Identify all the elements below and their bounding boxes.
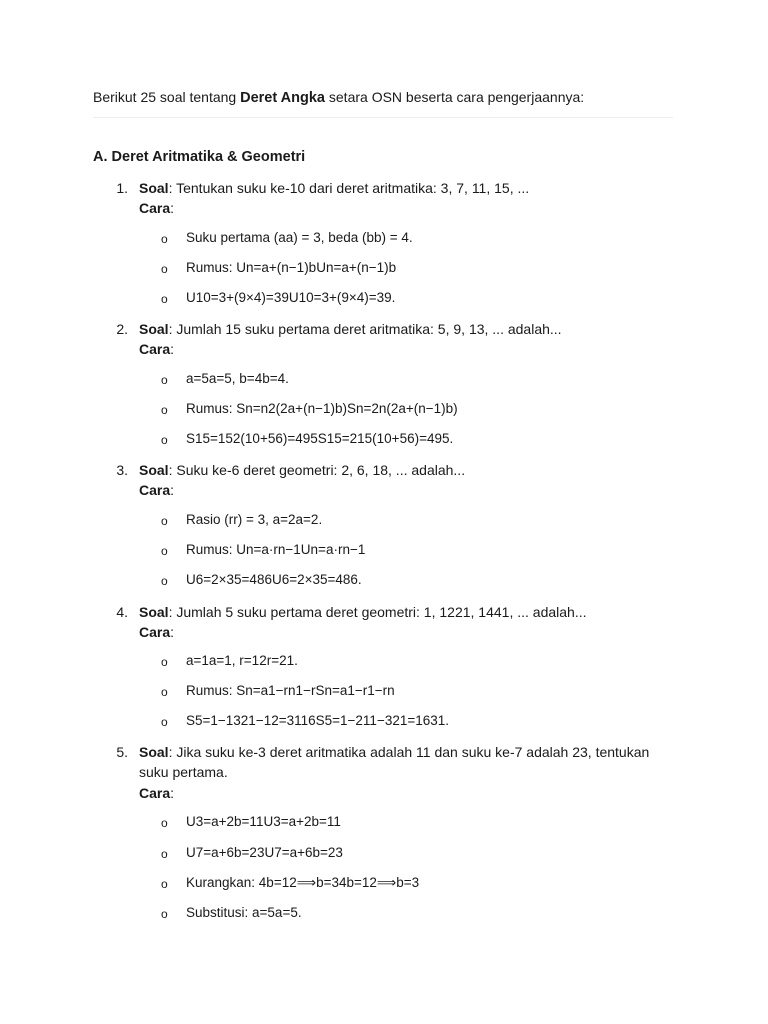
cara-label: Cara [139,341,171,357]
cara-colon: : [170,200,175,216]
cara-colon: : [170,341,175,357]
bullet-marker: o [161,907,168,921]
bullet-marker: o [161,403,168,417]
solution-step: Rumus: Un=a·rn−1Un=a·rn−1 [186,542,366,557]
solution-step: Suku pertama (aa) = 3, beda (bb) = 4. [186,230,413,245]
cara-heading [139,623,174,641]
cara-label: Cara [139,785,171,801]
problem-number: 5. [116,744,128,760]
problem-number: 1. [116,180,128,196]
cara-heading [139,199,174,217]
cara-label: Cara [139,200,171,216]
solution-step: Substitusi: a=5a=5. [186,905,302,920]
solution-step: a=5a=5, b=4b=4. [186,371,289,386]
solution-step: Rumus: Un=a+(n−1)bUn=a+(n−1)b [186,260,397,275]
cara-heading [139,340,174,358]
horizontal-divider [93,117,673,118]
problem-question [139,742,659,782]
problem-question [139,319,659,339]
intro-paragraph [93,88,584,107]
soal-label: Soal [139,604,169,620]
solution-step: U7=a+6b=23U7=a+6b=23 [186,845,343,860]
intro-text-before: Berikut 25 soal tentang [93,89,241,105]
cara-colon: : [170,785,175,801]
soal-label: Soal [139,321,169,337]
bullet-marker: o [161,544,168,558]
cara-heading [139,784,174,802]
solution-step: U3=a+2b=11U3=a+2b=11 [186,814,341,829]
solution-step: S5=1−1321−12=3116S5=1−211−321=1631. [186,713,450,728]
question-text: : Suku ke-6 deret geometri: 2, 6, 18, ... adalah... [168,462,466,478]
solution-step: Rumus: Sn=a1−rn1−rSn=a1−r1−rn [186,683,395,698]
bullet-marker: o [161,715,168,729]
solution-step: U6=2×35=486U6=2×35=486. [186,572,362,587]
solution-step: Kurangkan: 4b=12⟹b=34b=12⟹b=3 [186,875,420,890]
solution-step: U10=3+(9×4)=39U10=3+(9×4)=39. [186,290,396,305]
problem-question [139,602,659,622]
question-text: : Jika suku ke-3 deret aritmatika adalah 11 dan suku ke-7 adalah 23, tentukan suku pertama. [139,744,650,780]
solution-step: S15=152(10+56)=495S15=215(10+56)=495. [186,431,454,446]
cara-label: Cara [139,624,171,640]
bullet-marker: o [161,877,168,891]
bullet-marker: o [161,373,168,387]
bullet-marker: o [161,574,168,588]
solution-step: a=1a=1, r=12r=21. [186,653,298,668]
bullet-marker: o [161,847,168,861]
problem-question [139,178,659,198]
cara-label: Cara [139,482,171,498]
question-text: : Tentukan suku ke-10 dari deret aritmatika: 3, 7, 11, 15, ... [168,180,530,196]
intro-text-after: setara OSN beserta cara pengerjaannya: [325,89,585,105]
problem-question [139,460,659,480]
soal-label: Soal [139,180,169,196]
soal-label: Soal [139,462,169,478]
bullet-marker: o [161,262,168,276]
question-text: : Jumlah 5 suku pertama deret geometri: 1, 1221, 1441, ... adalah... [168,604,587,620]
section-heading: A. Deret Aritmatika & Geometri [93,149,306,165]
bullet-marker: o [161,655,168,669]
bullet-marker: o [161,232,168,246]
bullet-marker: o [161,816,168,830]
bullet-marker: o [161,433,168,447]
question-text: : Jumlah 15 suku pertama deret aritmatika: 5, 9, 13, ... adalah... [168,321,562,337]
soal-label: Soal [139,744,169,760]
bullet-marker: o [161,514,168,528]
cara-heading [139,481,174,499]
problem-number: 2. [116,321,128,337]
bullet-marker: o [161,292,168,306]
intro-bold-topic: Deret Angka [240,90,325,106]
problem-number: 3. [116,462,128,478]
cara-colon: : [170,624,175,640]
problem-number: 4. [116,604,128,620]
cara-colon: : [170,482,175,498]
solution-step: Rumus: Sn=n2(2a+(n−1)b)Sn=2n(2a+(n−1)b) [186,401,458,416]
solution-step: Rasio (rr) = 3, a=2a=2. [186,512,323,527]
bullet-marker: o [161,685,168,699]
